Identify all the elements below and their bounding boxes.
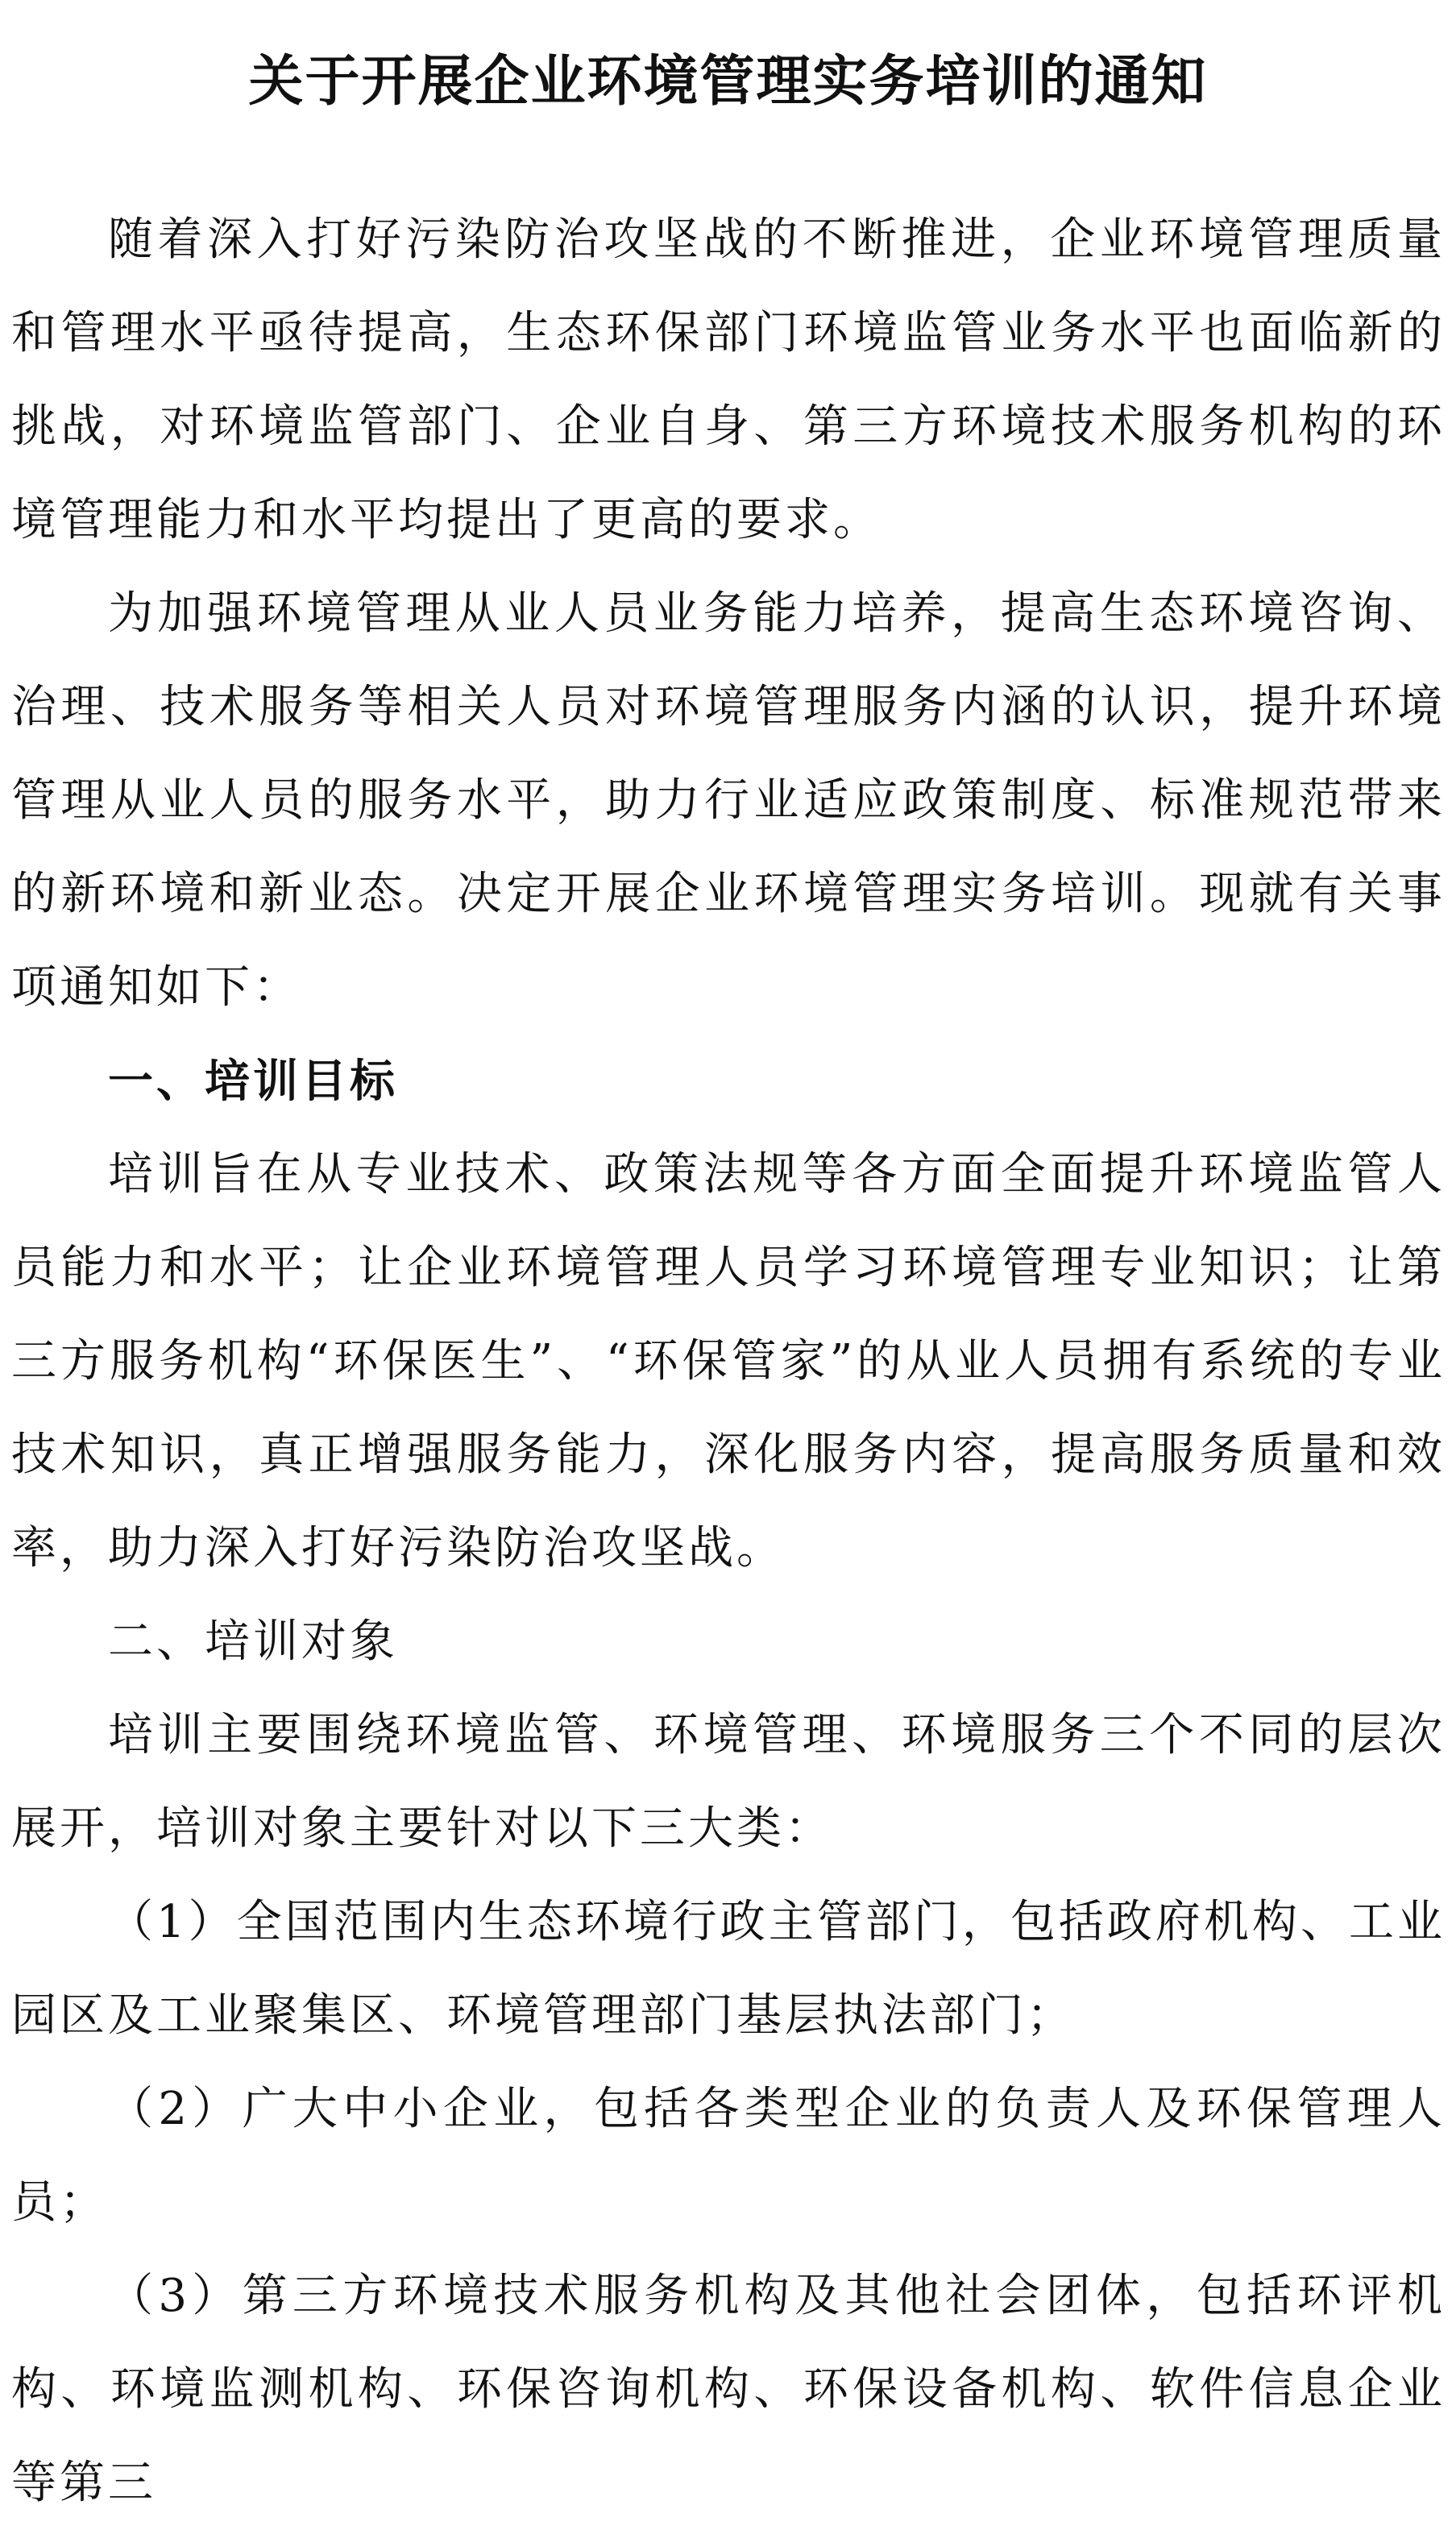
audience-item-2: （2）广大中小企业，包括各类型企业的负责人及环保管理人员； — [11, 2083, 1446, 2229]
intro-paragraph-1: 随着深入打好污染防治攻坚战的不断推进，企业环境管理质量和管理水平亟待提高，生态环保部门环境监管业务水平也面临新的挑战，对环境监管部门、企业自身、第三方环境技术服务机构的环境管理能力和水平均提出了更高的要求。 — [11, 214, 1446, 546]
training-audience-paragraph: 培训主要围绕环境监管、环境管理、环境服务三个不同的层次展开，培训对象主要针对以下三大类： — [11, 1709, 1446, 1855]
section-heading-training-audience: 二、培训对象 — [108, 1615, 398, 1668]
audience-item-1: （1）全国范围内生态环境行政主管部门，包括政府机构、工业园区及工业聚集区、环境管理部门基层执法部门； — [11, 1896, 1446, 2042]
training-goal-paragraph: 培训旨在从专业技术、政策法规等各方面全面提升环境监管人员能力和水平；让企业环境管理人员学习环境管理专业知识；让第三方服务机构“环保医生”、“环保管家”的从业人员拥有系统的专业技术知识，真正增强服务能力，深化服务内容，提高服务质量和效率，助力深入打好污染防治攻坚战。 — [11, 1148, 1446, 1574]
document-body — [11, 193, 1446, 2530]
intro-paragraph-2: 为加强环境管理从业人员业务能力培养，提高生态环境咨询、治理、技术服务等相关人员对环境管理服务内涵的认识，提升环境管理从业人员的服务水平，助力行业适应政策制度、标准规范带来的新环境和新业态。决定开展企业环境管理实务培训。现就有关事项通知如下： — [11, 587, 1446, 1014]
audience-item-3: （3）第三方环境技术服务机构及其他社会团体，包括环评机构、环境监测机构、环保咨询机构、环保设备机构、软件信息企业等第三 — [11, 2270, 1446, 2509]
section-heading-training-goal: 一、培训目标 — [108, 1055, 398, 1108]
document-title: 关于开展企业环境管理实务培训的通知 — [248, 48, 1208, 114]
